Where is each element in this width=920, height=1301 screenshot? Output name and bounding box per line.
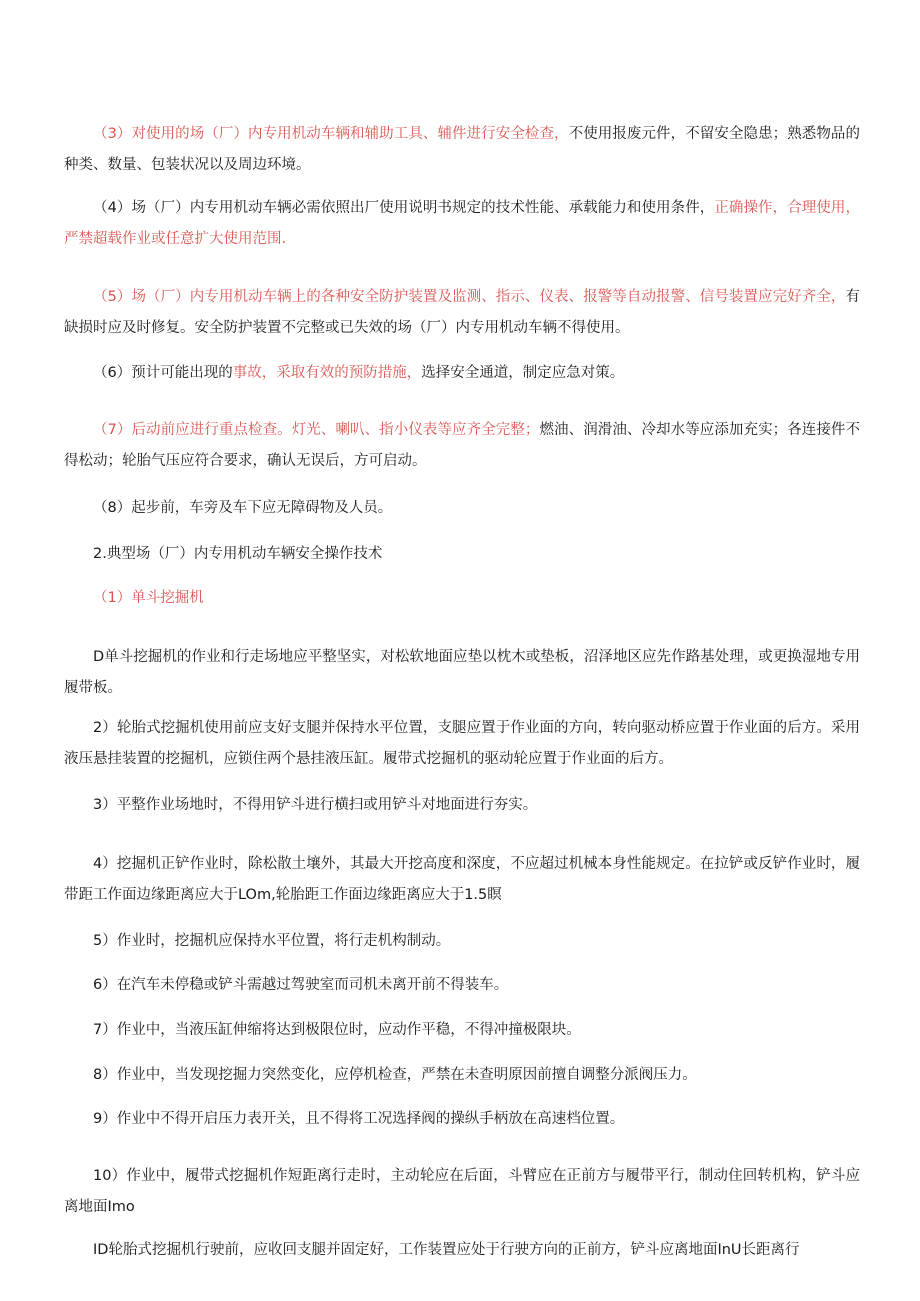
text-normal: 选择安全通道，制定应急对策。 (421, 365, 625, 381)
item-10 (64, 1161, 860, 1223)
text-normal: 不使用报废元件，不留安全隐患；熟悉物品的种类、数量、包装状况以及周边环境。 (64, 126, 860, 173)
item-3 (64, 790, 860, 821)
text-normal: 2）轮胎式挖掘机使用前应支好支腿并保持水平位置，支腿应置于作业面的方向，转向驱动桥应置于作业面的后方。采用液压悬挂装置的挖掘机，应锁住两个悬挂液压缸。履带式挖掘机的驱动轮应置于作业面的后方。 (64, 720, 860, 767)
item-8 (64, 1060, 860, 1091)
paragraph-3 (64, 119, 860, 181)
text-normal: 3）平整作业场地时，不得用铲斗进行横扫或用铲斗对地面进行夯实。 (93, 797, 538, 813)
text-highlight: 事故，采取有效的预防措施， (232, 365, 422, 381)
text-normal: 4）挖掘机正铲作业时，除松散土壤外，其最大开挖高度和深度，不应超过机械本身性能规定。在拉铲或反铲作业时，履带距工作面边缘距离应大于LOm,轮胎距工作面边缘距离应大于1.5瞑 (64, 856, 860, 903)
text-highlight: 正确操作，合理使用，严禁超载作业或任意扩大使用范围. (64, 200, 860, 247)
paragraph-4 (64, 193, 860, 255)
text-normal: 2.典型场（厂）内专用机动车辆安全操作技术 (93, 546, 383, 562)
text-highlight: （3）对使用的场（厂）内专用机动车辆和辅助工具、辅件进行安全检查， (93, 126, 569, 142)
text-highlight: （7）后动前应进行重点检查。灯光、喇叭、指小仪表等应齐全完整； (93, 422, 540, 438)
item-5 (64, 926, 860, 957)
item-11 (64, 1235, 860, 1266)
text-normal: 9）作业中不得开启压力表开关，且不得将工况选择阀的操纵手柄放在高速档位置。 (93, 1111, 625, 1127)
text-normal: 8）作业中，当发现挖掘力突然变化，应停机检查，严禁在未查明原因前擅自调整分派阀压力。 (93, 1067, 697, 1083)
text-normal: 有缺损时应及时修复。安全防护装置不完整或已失效的场（厂）内专用机动车辆不得使用。 (64, 289, 860, 336)
paragraph-5 (64, 282, 860, 344)
paragraph-7 (64, 415, 860, 477)
text-highlight: （1）单斗挖掘机 (93, 590, 204, 606)
subsection-heading (64, 583, 860, 614)
text-normal: 10）作业中，履带式挖掘机作短距离行走时，主动轮应在后面，斗臂应在正前方与履带平行，制动住回转机构，铲斗应离地面Imo (64, 1168, 860, 1215)
text-highlight: （5）场（厂）内专用机动车辆上的各种安全防护装置及监测、指示、仪表、报警等自动报警、信号装置应完好齐全， (93, 289, 846, 305)
section-heading (64, 539, 860, 570)
paragraph-8 (64, 493, 860, 524)
text-normal: 5）作业时，挖掘机应保持水平位置，将行走机构制动。 (93, 933, 451, 949)
item-9 (64, 1104, 860, 1135)
item-1 (64, 642, 860, 704)
text-normal: （4）场（厂）内专用机动车辆必需依照出厂使用说明书规定的技术性能、承载能力和使用条件， (93, 200, 715, 216)
text-normal: D单斗挖掘机的作业和行走场地应平整坚实，对松软地面应垫以枕木或垫板，沼泽地区应先作路基处理，或更换湿地专用履带板。 (64, 649, 860, 696)
text-normal: 燃油、润滑油、冷却水等应添加充实；各连接件不得松动；轮胎气压应符合要求，确认无误后，方可启动。 (64, 422, 860, 469)
text-normal: ID轮胎式挖掘机行驶前，应收回支腿并固定好，工作装置应处于行驶方向的正前方，铲斗应离地面InU长距离行 (93, 1242, 800, 1258)
paragraph-6 (64, 358, 860, 389)
item-7 (64, 1015, 860, 1046)
text-normal: （8）起步前，车旁及车下应无障碍物及人员。 (93, 500, 393, 516)
text-normal: 6）在汽车未停稳或铲斗需越过驾驶室而司机未离开前不得装车。 (93, 977, 509, 993)
item-2 (64, 713, 860, 775)
item-6 (64, 970, 860, 1001)
text-normal: 7）作业中，当液压缸伸缩将达到极限位时，应动作平稳，不得冲撞极限块。 (93, 1022, 581, 1038)
item-4 (64, 849, 860, 911)
text-normal: （6）预计可能出现的 (93, 365, 233, 381)
